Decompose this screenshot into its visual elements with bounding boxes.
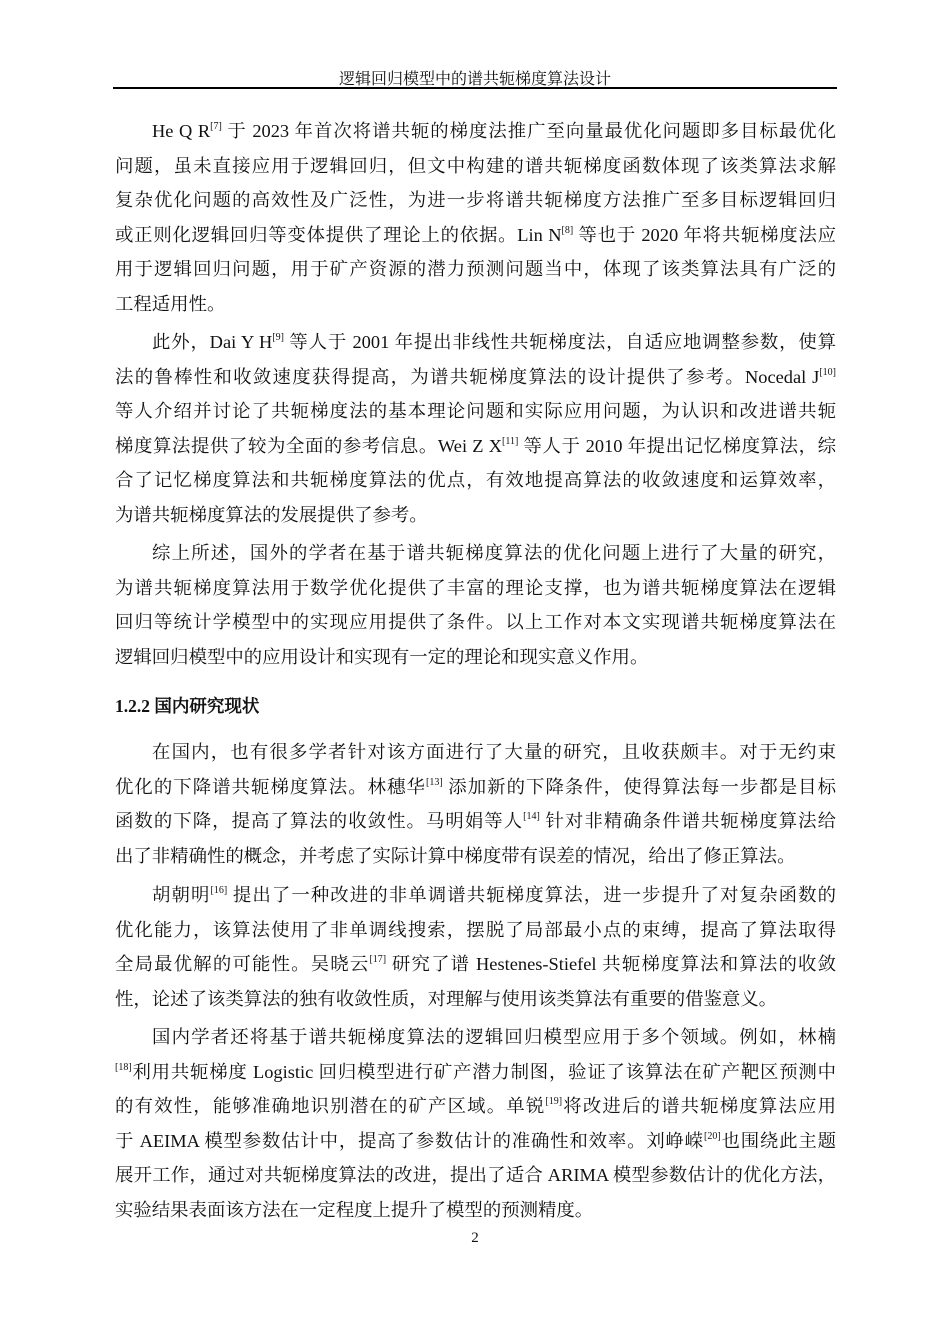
text-run: 优化的下降谱共轭梯度算法。林穗华 [115, 776, 426, 797]
text-run: 针对非精确条件谱共轭梯度算法给 [539, 811, 836, 832]
text-run: 提出了一种改进的非单调谱共轭梯度算法，进一步提升了对复杂函数的 [227, 885, 836, 905]
text-line [115, 1193, 836, 1228]
text-line [115, 360, 836, 395]
text-run: 等人于 2010 年提出记忆梯度算法，综 [518, 435, 836, 456]
paragraph [115, 735, 836, 873]
text-line [115, 605, 836, 640]
text-run: 全局最优解的可能性。吴晓云 [115, 954, 370, 975]
text-line [115, 218, 836, 253]
text-run: 回归等统计学模型中的实现应用提供了条件。以上工作对本文实现谱共轭梯度算法在 [115, 612, 836, 633]
text-line [115, 770, 836, 805]
text-run: 等人于 2001 年提出非线性共轭梯度法，自适应地调整参数，使算 [283, 332, 836, 352]
citation-ref: [7] [210, 121, 222, 132]
text-line [115, 1158, 836, 1193]
citation-ref: [11] [501, 435, 519, 447]
text-line [115, 913, 836, 948]
text-run: 于 AEIMA 模型参数估计中，提高了参数估计的准确性和效率。刘峥嵘 [115, 1130, 704, 1151]
text-run: 优化能力，该算法使用了非单调线搜索，摆脱了局部最小点的束缚，提高了算法取得 [115, 919, 836, 940]
text-line [115, 947, 836, 982]
text-line [115, 394, 836, 429]
paragraph [115, 536, 836, 674]
paragraph [115, 325, 836, 533]
citation-ref: [14] [523, 811, 540, 823]
text-line [115, 149, 836, 184]
paragraph [115, 114, 836, 322]
text-run: 性，论述了该类算法的独有收敛性质，对理解与使用该类算法有重要的借鉴意义。 [115, 988, 778, 1009]
text-run: 研究了谱 Hestenes-Stiefel 共轭梯度算法和算法的收敛 [386, 954, 836, 975]
text-line [115, 982, 836, 1017]
text-run: 合了记忆梯度算法和共轭梯度算法的优点，有效地提高算法的收敛速度和运算效率， [115, 470, 836, 491]
page-number: 2 [471, 1230, 479, 1246]
citation-ref: [17] [369, 954, 387, 966]
text-run: 用于逻辑回归问题，用于矿产资源的潜力预测问题当中，体现了该类算法具有广泛的 [115, 259, 836, 280]
citation-ref: [19] [545, 1096, 563, 1108]
text-line [115, 1020, 836, 1055]
text-run: 函数的下降，提高了算法的收敛性。马明娟等人 [115, 811, 524, 832]
text-run: 此外，Dai Y H [152, 332, 273, 352]
text-run: 将改进后的谱共轭梯度算法应用 [562, 1096, 836, 1117]
citation-ref: [20] [704, 1130, 721, 1142]
running-header: 逻辑回归模型中的谱共轭梯度算法设计 [338, 71, 611, 88]
text-run: 于 2023 年首次将谱共轭的梯度法推广至向量最优化问题即多目标最优化 [221, 121, 836, 141]
text-run: 在国内，也有很多学者针对该方面进行了大量的研究，且收获颇丰。对于无约束 [152, 742, 836, 762]
text-line [115, 571, 836, 606]
text-run: 逻辑回归模型中的应用设计和实现有一定的理论和现实意义作用。 [115, 646, 649, 667]
header-rule [113, 87, 837, 89]
text-line [115, 1055, 836, 1090]
citation-ref: [10] [819, 366, 836, 378]
paragraph [115, 878, 836, 1016]
text-run: 添加新的下降条件，使得算法每一步都是目标 [442, 776, 836, 797]
text-line [115, 536, 836, 571]
citation-ref: [9] [272, 332, 284, 343]
text-run: 国内学者还将基于谱共轭梯度算法的逻辑回归模型应用于多个领域。例如，林楠 [152, 1027, 836, 1047]
text-line [115, 252, 836, 287]
text-run: 利用共轭梯度 Logistic 回归模型进行矿产潜力制图，验证了该算法在矿产靶区预测中 [131, 1061, 836, 1082]
text-line [115, 463, 836, 498]
text-line [115, 640, 836, 675]
text-run: 实验结果表面该方法在一定程度上提升了模型的预测精度。 [115, 1199, 594, 1220]
text-line [115, 498, 836, 533]
text-line [115, 804, 836, 839]
text-line [115, 1089, 836, 1124]
text-line [115, 183, 836, 218]
text-run: He Q R [152, 121, 211, 141]
text-run: 为谱共轭梯度算法用于数学优化提供了丰富的理论支撑，也为谱共轭梯度算法在逻辑 [115, 577, 836, 598]
text-run: 或正则化逻辑回归等变体提供了理论上的依据。Lin N [115, 224, 562, 245]
text-run: 梯度算法提供了较为全面的参考信息。Wei Z X [115, 435, 502, 456]
text-run: 等人介绍并讨论了共轭梯度法的基本理论问题和实际应用问题，为认识和改进谱共轭 [115, 401, 836, 422]
citation-ref: [13] [425, 776, 443, 788]
citation-ref: [18] [115, 1061, 132, 1073]
citation-ref: [8] [561, 224, 574, 236]
text-run: 复杂优化问题的高效性及广泛性，为进一步将谱共轭梯度方法推广至多目标逻辑回归 [115, 190, 836, 211]
text-run: 也围绕此主题 [720, 1130, 836, 1151]
text-line [115, 1124, 836, 1159]
section-heading: 1.2.2 国内研究现状 [115, 696, 260, 716]
text-run: 展开工作，通过对共轭梯度算法的改进，提出了适合 ARIMA 模型参数估计的优化方法， [115, 1165, 836, 1186]
citation-ref: [16] [210, 885, 228, 896]
text-run: 的有效性，能够准确地识别潜在的矿产区域。单锐 [115, 1096, 546, 1117]
text-run: 胡朝明 [152, 885, 211, 905]
paragraph [115, 1020, 836, 1228]
text-line [115, 878, 836, 913]
text-line [115, 839, 836, 874]
text-line [115, 735, 836, 770]
text-line [115, 114, 836, 149]
text-run: 等也于 2020 年将共轭梯度法应 [573, 224, 836, 245]
text-line [115, 429, 836, 464]
text-run: 出了非精确性的概念，并考虑了实际计算中梯度带有误差的情况，给出了修正算法。 [115, 845, 796, 866]
text-line [115, 287, 836, 322]
text-run: 问题，虽未直接应用于逻辑回归，但文中构建的谱共轭梯度函数体现了该类算法求解 [115, 155, 836, 176]
text-run: 法的鲁棒性和收敛速度获得提高，为谱共轭梯度算法的设计提供了参考。Nocedal J [115, 366, 820, 387]
text-run: 为谱共轭梯度算法的发展提供了参考。 [115, 504, 428, 525]
text-line [115, 325, 836, 360]
text-run: 综上所述，国外的学者在基于谱共轭梯度算法的优化问题上进行了大量的研究， [152, 543, 836, 563]
text-run: 工程适用性。 [115, 293, 226, 314]
